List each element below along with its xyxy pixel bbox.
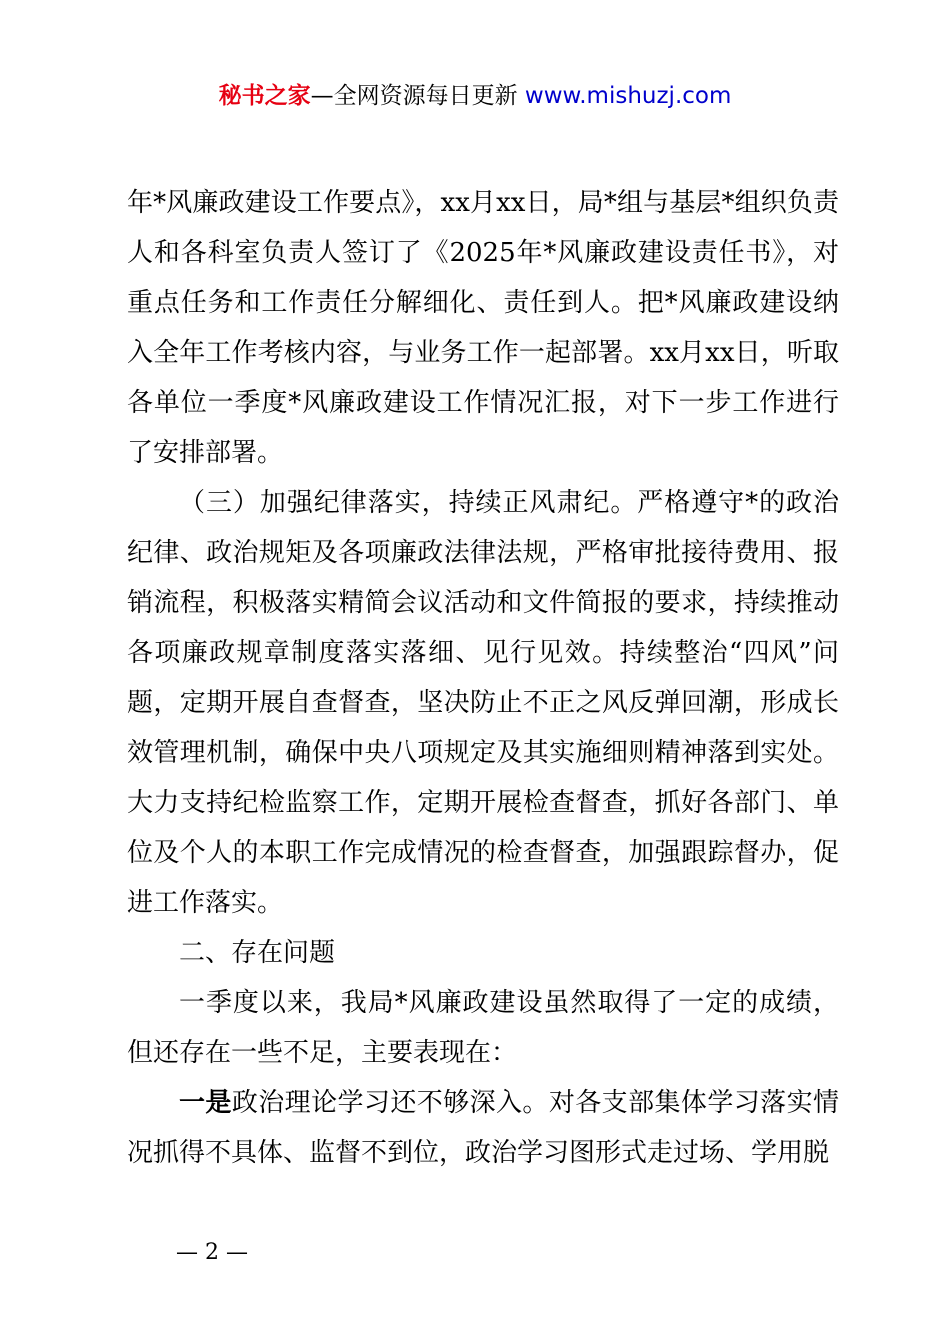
problem-one-text: 政治理论学习还不够深入。对各支部集体学习落实情况抓得不具体、监督不到位，政治学习图形式走过场、学用脱 bbox=[127, 1088, 839, 1168]
brand-name: 秘书之家 bbox=[218, 83, 311, 109]
site-header bbox=[0, 80, 950, 112]
paragraph-section-three: （三）加强纪律落实，持续正风肃纪。严格遵守*的政治纪律、政治规矩及各项廉政法律法规，严格审批接待费用、报销流程，积极落实精简会议活动和文件简报的要求，持续推动各项廉政规章制度落实落细、见行见效。持续整治“四风”问题，定期开展自查督查，坚决防止不正之风反弹回潮，形成长效管理机制，确保中央八项规定及其实施细则精神落到实处。大力支持纪检监察工作，定期开展检查督查，抓好各部门、单位及个人的本职工作完成情况的检查督查，加强跟踪督办，促进工作落实。 bbox=[127, 488, 839, 918]
page-number: — 2 — bbox=[176, 1240, 248, 1265]
site-url[interactable]: www.mishuzj.com bbox=[524, 83, 732, 109]
paragraph-problems-intro: 一季度以来，我局*风廉政建设虽然取得了一定的成绩，但还存在一些不足，主要表现在： bbox=[127, 988, 839, 1068]
document-body bbox=[127, 178, 839, 1178]
paragraph-problem-one bbox=[127, 1078, 839, 1178]
paragraph-continued: 年*风廉政建设工作要点》，xx月xx日，局*组与基层*组织负责人和各科室负责人签订了《2025年*风廉政建设责任书》，对重点任务和工作责任分解细化、责任到人。把*风廉政建设纳入全年工作考核内容，与业务工作一起部署。xx月xx日，听取各单位一季度*风廉政建设工作情况汇报，对下一步工作进行了安排部署。 bbox=[127, 188, 839, 468]
header-tagline: —全网资源每日更新 bbox=[310, 83, 525, 109]
problem-one-lead: 一是 bbox=[179, 1088, 232, 1118]
section-heading-problems: 二、存在问题 bbox=[179, 938, 336, 968]
